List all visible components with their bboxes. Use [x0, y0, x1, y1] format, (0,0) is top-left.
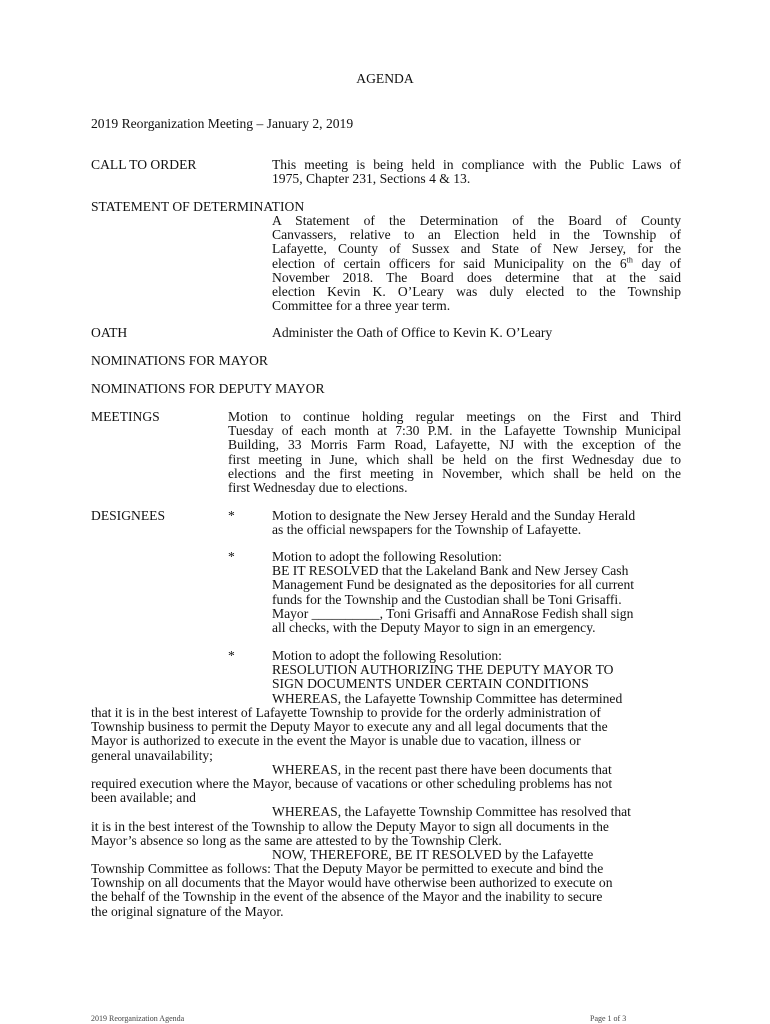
text-line: Building, 33 Morris Farm Road, Lafayette, NJ with the exception of the: [228, 438, 681, 453]
text-line: first Wednesday due to elections.: [228, 480, 408, 495]
text-line: Lafayette, County of Sussex and State of New Jersey, for the: [272, 242, 681, 257]
text-line: Township business to permit the Deputy Mayor to execute any and all legal documents that the: [91, 720, 608, 735]
footer-page-number: Page 1 of 3: [590, 1014, 627, 1023]
page-title: AGENDA: [356, 71, 414, 86]
text-line: Tuesday of each month at 7:30 P.M. in the Lafayette Township Municipal: [228, 424, 681, 439]
text-line: [272, 257, 681, 271]
text-line: 1975, Chapter 231, Sections 4 & 13.: [272, 172, 471, 187]
oath-text: Administer the Oath of Office to Kevin K. O’Leary: [272, 325, 553, 340]
text-line: Canvassers, relative to an Election held in the Township of: [272, 228, 681, 243]
text-line: first meeting in June, which shall be held on the first Wednesday due to: [228, 452, 681, 467]
statement-text: [272, 214, 681, 313]
call-to-order-label: CALL TO ORDER: [91, 157, 197, 172]
text-line: Committee for a three year term.: [272, 299, 451, 314]
text-line: Motion to adopt the following Resolution:: [272, 649, 502, 663]
text-line: SIGN DOCUMENTS UNDER CERTAIN CONDITIONS: [272, 677, 589, 692]
text-line: all checks, with the Deputy Mayor to sign in an emergency.: [272, 620, 596, 635]
text-line: BE IT RESOLVED that the Lakeland Bank and New Jersey Cash: [272, 564, 629, 579]
text-line: WHEREAS, in the recent past there have been documents that: [272, 762, 612, 777]
text-line: as the official newspapers for the Township of Lafayette.: [272, 523, 582, 538]
text-line: that it is in the best interest of Lafayette Township to provide for the orderly administration of: [91, 706, 601, 720]
text-line: elections and the first meeting in November, which shall be held on the: [228, 466, 681, 481]
designee-item-resolution: [272, 649, 681, 706]
text-line: Township on all documents that the Mayor would have otherwise been authorized to execute on: [91, 876, 613, 891]
text-line: general unavailability;: [91, 748, 213, 763]
text-line: Mayor’s absence so long as the same are attested to by the Township Clerk.: [91, 833, 502, 848]
text-line: it is in the best interest of the Township to allow the Deputy Mayor to sign all documents in the: [91, 819, 609, 834]
text-line: Motion to continue holding regular meetings on the First and Third: [228, 410, 681, 424]
footer-left: 2019 Reorganization Agenda: [91, 1014, 185, 1023]
text-line: funds for the Township and the Custodian shall be Toni Grisaffi.: [272, 592, 622, 607]
nominations-deputy-mayor: NOMINATIONS FOR DEPUTY MAYOR: [91, 381, 325, 396]
text-line: Township Committee as follows: That the Deputy Mayor be permitted to execute and bind the: [91, 862, 604, 877]
bullet-asterisk: *: [228, 648, 235, 663]
statement-label: STATEMENT OF DETERMINATION: [91, 199, 305, 214]
text-line: Mayor is authorized to execute in the event the Mayor is unable due to vacation, illness or: [91, 734, 581, 749]
text-line: required execution where the Mayor, because of vacations or other scheduling problems has not: [91, 776, 613, 791]
text-segment: election of certain officers for said Municipality on the 6: [272, 256, 627, 271]
ordinal-suffix: th: [626, 256, 633, 265]
designees-label: DESIGNEES: [91, 508, 166, 523]
text-segment: day of: [632, 256, 681, 271]
oath-label: OATH: [91, 325, 128, 340]
text-line: This meeting is being held in compliance with the Public Laws of: [272, 158, 681, 172]
text-line: Motion to adopt the following Resolution:: [272, 550, 502, 564]
text-line: RESOLUTION AUTHORIZING THE DEPUTY MAYOR TO: [272, 663, 614, 678]
text-line: Mayor __________, Toni Grisaffi and AnnaRose Fedish shall sign: [272, 606, 634, 621]
call-to-order-text: [272, 158, 681, 186]
text-line: A Statement of the Determination of the Board of County: [272, 214, 681, 228]
text-line: been available; and: [91, 791, 196, 806]
resolution-body: [91, 706, 681, 919]
text-line: Management Fund be designated as the depositories for all current: [272, 578, 635, 593]
text-line: NOW, THEREFORE, BE IT RESOLVED by the Lafayette: [272, 847, 594, 862]
meetings-text: [228, 410, 681, 495]
bullet-asterisk: *: [228, 549, 235, 564]
text-line: November 2018. The Board does determine that at the said: [272, 270, 681, 285]
designee-item-depositories: [272, 550, 681, 635]
meeting-subtitle: 2019 Reorganization Meeting – January 2, 2019: [91, 116, 354, 131]
nominations-mayor: NOMINATIONS FOR MAYOR: [91, 353, 268, 368]
text-line: the original signature of the Mayor.: [91, 904, 284, 919]
text-line: WHEREAS, the Lafayette Township Committee has resolved that: [272, 805, 631, 820]
designee-item-newspapers: [272, 509, 681, 537]
text-line: election Kevin K. O’Leary was duly elected to the Township: [272, 284, 681, 299]
text-line: Motion to designate the New Jersey Herald and the Sunday Herald: [272, 509, 636, 523]
meetings-label: MEETINGS: [91, 409, 160, 424]
text-line: WHEREAS, the Lafayette Township Committee has determined: [272, 691, 623, 706]
bullet-asterisk: *: [228, 508, 235, 523]
text-line: the behalf of the Township in the event of the absence of the Mayor and the inability to secure: [91, 890, 603, 905]
